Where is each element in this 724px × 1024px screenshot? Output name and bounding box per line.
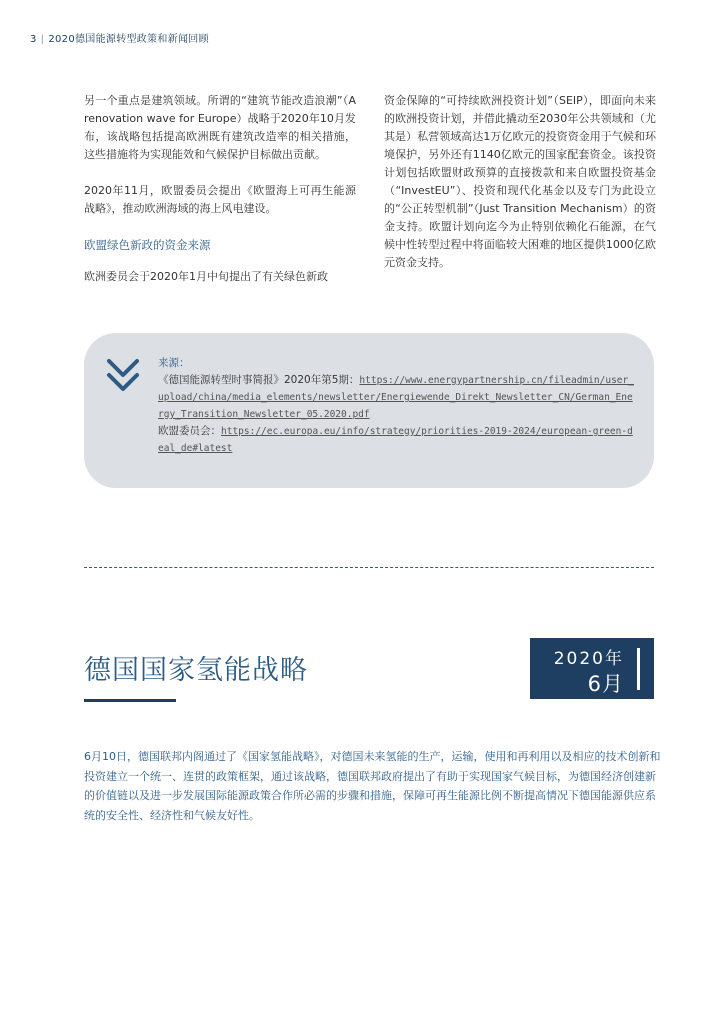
right-column bbox=[384, 92, 656, 272]
source-box bbox=[84, 333, 654, 488]
left-paragraph-2: 2020年11月，欧盟委员会提出《欧盟海上可再生能源战略》，推动欧洲海域的海上风电建设。 bbox=[84, 184, 356, 215]
date-year: 2020年 bbox=[553, 649, 624, 669]
page-header bbox=[30, 30, 209, 45]
left-column bbox=[84, 92, 356, 286]
double-chevron-down-icon bbox=[106, 355, 140, 395]
header-title: 2020德国能源转型政策和新闻回顾 bbox=[48, 34, 209, 45]
header-separator: | bbox=[40, 34, 45, 45]
right-paragraph-1: 资金保障的“可持续欧洲投资计划”（SEIP），即面向未来的欧洲投资计划，并借此撬动至2030年公共领域和（尤其是）私营领域高达1万亿欧元的投资资金用于气候和环境保护，另外还有1140亿欧元的国家配套资金。该投资计划包括欧盟财政预算的直接拨款和来自欧盟投资基金（“InvestEU”）、投资和现代化基金以及专门为此设立的“公正转型机制”（Just Transition Mechanism）的资金支持。欧盟计划向迄今为止特别依赖化石能源，在气候中性转型过程中将面临较大困难的地区提供1000亿欧元资金支持。 bbox=[384, 94, 656, 269]
section-intro: 6月10日，德国联邦内阁通过了《国家氢能战略》，对德国未来氢能的生产，运输，使用和再利用以及相应的技术创新和投资建立一个统一、连贯的政策框架，通过该战略，德国联邦政府提出了有助于实现国家气候目标，为德国经济创建新的价值链以及进一步发展国际能源政策合作所必需的步骤和措施，保障可再生能源比例不断提高情况下德国能源供应系统的安全性、经济性和气候友好性。 bbox=[84, 750, 661, 822]
left-paragraph-1: 另一个重点是建筑领域。所谓的“建筑节能改造浪潮”（A renovation wave for Europe）战略于2020年10月发布，该战略包括提高欧洲既有建筑改造率的相关措施，这些措施将为实现能效和气候保护目标做出贡献。 bbox=[84, 94, 356, 161]
date-month: 6月 bbox=[587, 672, 624, 696]
date-badge bbox=[530, 638, 654, 699]
source-1-label: 《德国能源转型时事简报》2020年第5期： bbox=[158, 374, 360, 386]
source-1-link[interactable]: https://www.energypartnership.cn/fileadmin/user_upload/china/media_elements/newsletter/Energiewende_Direkt_Newsletter_CN/German_Energy_Transition_Newsletter_05.2020.pdf bbox=[158, 375, 634, 420]
page-number: 3 bbox=[30, 34, 37, 45]
title-underline bbox=[84, 699, 176, 702]
date-bar bbox=[637, 648, 640, 690]
source-text bbox=[158, 355, 638, 457]
left-paragraph-3: 欧洲委员会于2020年1月中旬提出了有关绿色新政 bbox=[84, 270, 328, 283]
source-2-link[interactable]: https://ec.europa.eu/info/strategy/priorities-2019-2024/european-green-deal_de#latest bbox=[158, 426, 633, 454]
source-1 bbox=[158, 372, 638, 423]
section-title: 德国国家氢能战略 bbox=[84, 655, 308, 686]
funding-subheading: 欧盟绿色新政的资金来源 bbox=[84, 238, 211, 252]
source-title: 来源： bbox=[158, 357, 190, 369]
section-divider bbox=[84, 567, 654, 568]
source-2-label: 欧盟委员会： bbox=[158, 425, 221, 437]
source-2 bbox=[158, 423, 638, 457]
